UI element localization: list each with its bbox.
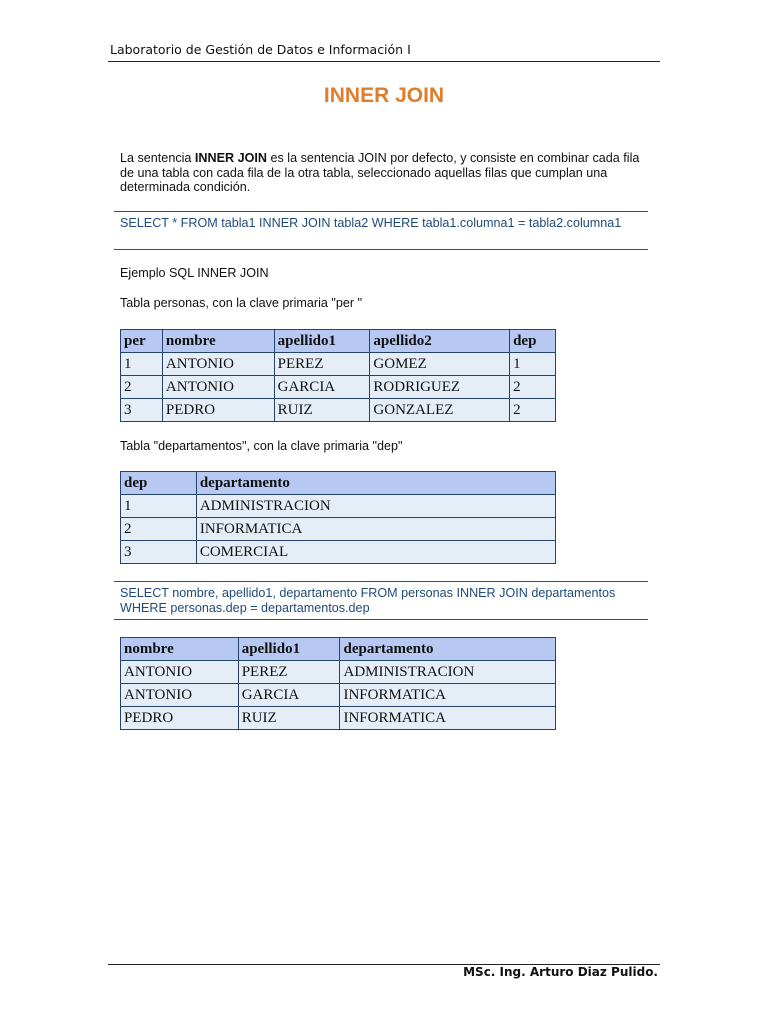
table-cell: ANTONIO: [121, 684, 239, 707]
table-row: [121, 399, 556, 422]
table-cell: RUIZ: [238, 707, 340, 730]
table-cell: 3: [121, 399, 163, 422]
table-cell: GARCIA: [238, 684, 340, 707]
table-cell: ANTONIO: [162, 353, 274, 376]
table-row: [121, 541, 556, 564]
header-divider: [108, 61, 660, 62]
table-cell: ANTONIO: [121, 661, 239, 684]
column-header: apellido2: [370, 330, 510, 353]
table-cell: 1: [121, 353, 163, 376]
table-row: [121, 518, 556, 541]
table-cell: GARCIA: [274, 376, 370, 399]
table-cell: RODRIGUEZ: [370, 376, 510, 399]
table-cell: GONZALEZ: [370, 399, 510, 422]
example-heading: Ejemplo SQL INNER JOIN: [120, 266, 269, 280]
table-cell: PEREZ: [238, 661, 340, 684]
table-cell: PEDRO: [121, 707, 239, 730]
table-row: [121, 707, 556, 730]
table-header-row: [121, 472, 556, 495]
table-header-row: [121, 638, 556, 661]
sql-syntax-block: SELECT * FROM tabla1 INNER JOIN tabla2 WHERE tabla1.columna1 = tabla2.columna1: [114, 211, 648, 250]
column-header: nombre: [162, 330, 274, 353]
table-header-row: [121, 330, 556, 353]
intro-paragraph: [120, 151, 650, 195]
column-header: dep: [510, 330, 556, 353]
departamentos-table: [120, 471, 556, 564]
column-header: departamento: [196, 472, 555, 495]
table-row: [121, 376, 556, 399]
table-cell: 2: [121, 518, 197, 541]
personas-table: [120, 329, 556, 422]
table-cell: PEREZ: [274, 353, 370, 376]
table-row: [121, 684, 556, 707]
intro-text-start: La sentencia: [120, 151, 195, 165]
table-cell: RUIZ: [274, 399, 370, 422]
table-cell: 2: [510, 376, 556, 399]
table-cell: ADMINISTRACION: [340, 661, 556, 684]
intro-text-bold: INNER JOIN: [194, 151, 267, 165]
table-cell: PEDRO: [162, 399, 274, 422]
table-row: [121, 661, 556, 684]
column-header: nombre: [121, 638, 239, 661]
table-row: [121, 495, 556, 518]
column-header: apellido1: [238, 638, 340, 661]
header-title: Laboratorio de Gestión de Datos e Información I: [110, 42, 411, 57]
intro-text-end: es la sentencia JOIN por defecto, y consiste en combinar cada fila de una tabla con cada fila de la otra tabla, seleccionado aquellas filas que cumplan una determinada condición.: [120, 151, 640, 195]
table-row: [121, 353, 556, 376]
departamentos-caption: Tabla "departamentos", con la clave primaria "dep": [120, 439, 403, 453]
table-cell: ANTONIO: [162, 376, 274, 399]
table-cell: INFORMATICA: [340, 684, 556, 707]
table-cell: GOMEZ: [370, 353, 510, 376]
table-cell: 3: [121, 541, 197, 564]
page-title: INNER JOIN: [323, 84, 445, 107]
column-header: dep: [121, 472, 197, 495]
table-cell: 2: [121, 376, 163, 399]
table-cell: 1: [121, 495, 197, 518]
footer-author: MSc. Ing. Arturo Diaz Pulido.: [463, 965, 658, 979]
column-header: apellido1: [274, 330, 370, 353]
table-cell: COMERCIAL: [196, 541, 555, 564]
personas-caption: Tabla personas, con la clave primaria "per ": [120, 296, 363, 310]
table-cell: 1: [510, 353, 556, 376]
result-table: [120, 637, 556, 730]
table-cell: INFORMATICA: [340, 707, 556, 730]
table-cell: ADMINISTRACION: [196, 495, 555, 518]
table-cell: 2: [510, 399, 556, 422]
sql-query-block: SELECT nombre, apellido1, departamento FROM personas INNER JOIN departamentos WHERE personas.dep = departamentos.dep: [114, 581, 648, 620]
column-header: departamento: [340, 638, 556, 661]
table-cell: INFORMATICA: [196, 518, 555, 541]
column-header: per: [121, 330, 163, 353]
